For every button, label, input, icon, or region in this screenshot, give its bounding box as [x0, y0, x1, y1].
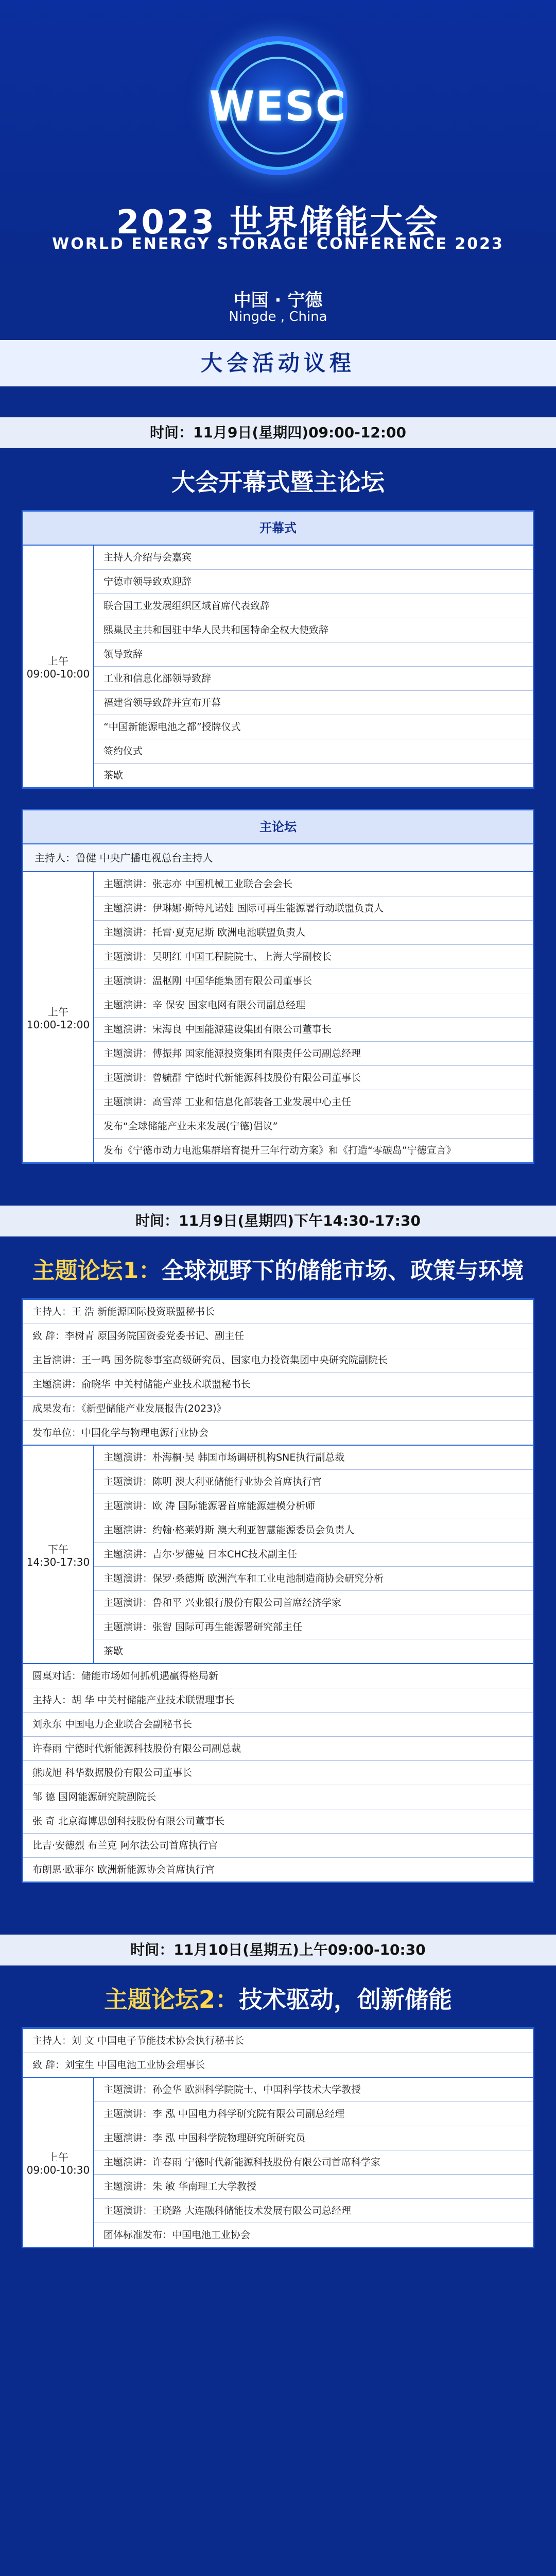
list-item: 主题演讲：宋海良 中国能源建设集团有限公司董事长 [94, 1018, 533, 1042]
list-item: 主持人：刘 文 中国电子节能技术协会执行秘书长 [23, 2029, 533, 2053]
forum1-table [22, 1298, 534, 1883]
list-item: 邹 德 国网能源研究院副院长 [23, 1785, 533, 1809]
list-item: 致 辞：刘宝生 中国电池工业协会理事长 [32, 2059, 205, 2071]
list-item: 布朗恩·欧菲尔 欧洲新能源协会首席执行官 [32, 1864, 215, 1875]
session-time: 时间：11月9日(星期四)下午14:30-17:30 [0, 1206, 556, 1236]
list-item: 主题演讲：李 泓 中国电力科学研究院有限公司副总经理 [94, 2102, 533, 2126]
period-label: 上午 [48, 1006, 68, 1018]
list-item: 主题演讲：朱 敏 华南理工大学教授 [94, 2175, 533, 2199]
header [0, 0, 556, 289]
list-item: 熙巢民主共和国驻中华人民共和国特命全权大使致辞 [94, 618, 533, 642]
list-item: 茶歇 [103, 770, 124, 781]
host-row: 主持人：鲁健 中央广播电视总台主持人 [23, 844, 533, 872]
list-item: 主题演讲：鲁和平 兴业银行股份有限公司首席经济学家 [94, 1591, 533, 1615]
time-cell [23, 872, 94, 1162]
list-item: 福建省领导致辞并宣布开幕 [94, 691, 533, 715]
rows [94, 2078, 533, 2247]
session-time: 时间：11月10日(星期五)上午09:00-10:30 [0, 1935, 556, 1965]
list-item: 主题演讲：孙金华 欧洲科学院院士、中国科学技术大学教授 [94, 2078, 533, 2102]
list-item: 主题演讲：许春雨 宁德时代新能源科技股份有限公司首席科学家 [94, 2150, 533, 2175]
list-item: 主题演讲：傅振邦 国家能源投资集团有限责任公司副总经理 [94, 1042, 533, 1066]
section-title: 大会开幕式暨主论坛 [171, 468, 385, 496]
list-item: 主题演讲：托雷·夏克尼斯 欧洲电池联盟负责人 [94, 921, 533, 945]
session-time: 时间：11月9日(星期四)09:00-12:00 [0, 417, 556, 448]
table-head: 主论坛 [23, 810, 533, 844]
list-item: 主题演讲：朴海桐·吴 韩国市场调研机构SNE执行副总裁 [94, 1446, 533, 1470]
list-item: 发布《宁德市动力电池集群培育提升三年行动方案》和《打造“零碳岛”宁德宣言》 [103, 1145, 456, 1156]
list-item: 主题演讲：吴明红 中国工程院院士、上海大学副校长 [94, 945, 533, 969]
list-item: 主题演讲：保罗·桑德斯 欧洲汽车和工业电池制造商协会研究分析 [94, 1567, 533, 1591]
list-item: 成果发布：《新型储能产业发展报告(2023)》 [23, 1397, 533, 1421]
list-item: 主题演讲：张志亦 中国机械工业联合会会长 [94, 872, 533, 896]
list-item: 刘永东 中国电力企业联合会副秘书长 [23, 1713, 533, 1737]
list-item: 主题演讲：约翰·格莱姆斯 澳大利亚智慧能源委员会负责人 [94, 1518, 533, 1543]
period-label: 上午 [48, 655, 68, 667]
rows [94, 1446, 533, 1663]
list-item: 主旨演讲：王一鸣 国务院参事室高级研究员、国家电力投资集团中央研究院副院长 [23, 1348, 533, 1372]
list-item: 许春雨 宁德时代新能源科技股份有限公司副总裁 [23, 1737, 533, 1761]
forum-label: 主题论坛1： [32, 1258, 162, 1284]
rows [94, 546, 533, 787]
list-item: 主题演讲：张智 国际可再生能源署研究部主任 [94, 1615, 533, 1639]
list-item: 签约仪式 [94, 739, 533, 764]
rows [94, 872, 533, 1162]
list-item: 主题演讲：吉尔·罗德曼 日本CHC技术副主任 [94, 1543, 533, 1567]
rows-top [23, 1300, 533, 1445]
time-label: 14:30-17:30 [26, 1555, 90, 1568]
main-forum-table [22, 809, 534, 1164]
forum-title: 全球视野下的储能市场、政策与环境 [161, 1258, 524, 1284]
time-cell [23, 2078, 94, 2247]
list-item: 领导致辞 [94, 642, 533, 667]
panel-rows [23, 1663, 533, 1882]
list-item: 茶歇 [103, 1646, 124, 1657]
list-item: 发布“全球储能产业未来发展(宁德)倡议” [94, 1114, 533, 1139]
forum-title: 技术驱动，创新储能 [239, 1986, 452, 2013]
list-item: 主题演讲：高雪萍 工业和信息化部装备工业发展中心主任 [94, 1090, 533, 1114]
list-item: 发布单位：中国化学与物理电源行业协会 [32, 1427, 209, 1438]
page-title: 2023 世界储能大会 [116, 204, 440, 242]
logo: WESC [209, 82, 347, 130]
list-item: “中国新能源电池之都”授牌仪式 [94, 715, 533, 739]
forum-label: 主题论坛2： [103, 1986, 239, 2013]
list-item: 宁德市领导致欢迎辞 [94, 570, 533, 594]
rows-top [23, 2029, 533, 2077]
list-item: 主题演讲：辛 保安 国家电网有限公司副总经理 [94, 993, 533, 1018]
list-item: 主持人：王 浩 新能源国际投资联盟秘书长 [23, 1300, 533, 1324]
list-item: 圆桌对话：储能市场如何抓机遇赢得格局新 [23, 1664, 533, 1688]
list-item: 张 奇 北京海博思创科技股份有限公司董事长 [23, 1809, 533, 1834]
time-label: 10:00-12:00 [26, 1019, 90, 1031]
list-item: 主题演讲：伊琳娜·斯特凡诺娃 国际可再生能源署行动联盟负责人 [94, 896, 533, 921]
list-item: 致 辞：李树青 原国务院国资委党委书记、副主任 [23, 1324, 533, 1348]
period-label: 下午 [48, 1543, 68, 1555]
list-item: 联合国工业发展组织区域首席代表致辞 [94, 594, 533, 618]
page-subtitle: WORLD ENERGY STORAGE CONFERENCE 2023 [52, 235, 504, 253]
list-item: 主题演讲：俞晓华 中关村储能产业技术联盟秘书长 [23, 1372, 533, 1397]
time-cell [23, 546, 94, 787]
city-en: Ningde , China [229, 309, 327, 325]
list-item: 主题演讲：欧 涛 国际能源署首席能源建模分析师 [94, 1494, 533, 1518]
forum2-table [22, 2027, 534, 2248]
section-title [0, 1252, 556, 1285]
list-item: 团体标准发布：中国电池工业协会 [103, 2229, 251, 2241]
period-label: 上午 [48, 2150, 68, 2163]
section-title [0, 1981, 556, 2015]
time-label: 09:00-10:30 [26, 2163, 90, 2176]
table-head: 开幕式 [23, 512, 533, 546]
list-item: 主题演讲：曾毓群 宁德时代新能源科技股份有限公司董事长 [94, 1066, 533, 1090]
list-item: 熊成旭 科华数据股份有限公司董事长 [23, 1761, 533, 1785]
list-item: 主持人：胡 华 中关村储能产业技术联盟理事长 [23, 1688, 533, 1713]
list-item: 工业和信息化部领导致辞 [94, 667, 533, 691]
time-cell [23, 1446, 94, 1663]
list-item: 比吉·安德烈 布兰克 阿尔法公司首席执行官 [23, 1834, 533, 1858]
list-item: 主题演讲：温枢刚 中国华能集团有限公司董事长 [94, 969, 533, 993]
time-label: 09:00-10:00 [26, 668, 90, 680]
list-item: 主持人介绍与会嘉宾 [94, 546, 533, 570]
list-item: 主题演讲：王晓路 大连融科储能技术发展有限公司总经理 [94, 2199, 533, 2223]
city-cn: 中国 · 宁德 [233, 290, 323, 311]
agenda-banner: 大会活动议程 [0, 340, 556, 386]
opening-table [22, 510, 534, 789]
list-item: 主题演讲：陈明 澳大利亚储能行业协会首席执行官 [94, 1470, 533, 1494]
list-item: 主题演讲：李 泓 中国科学院物理研究所研究员 [94, 2126, 533, 2150]
